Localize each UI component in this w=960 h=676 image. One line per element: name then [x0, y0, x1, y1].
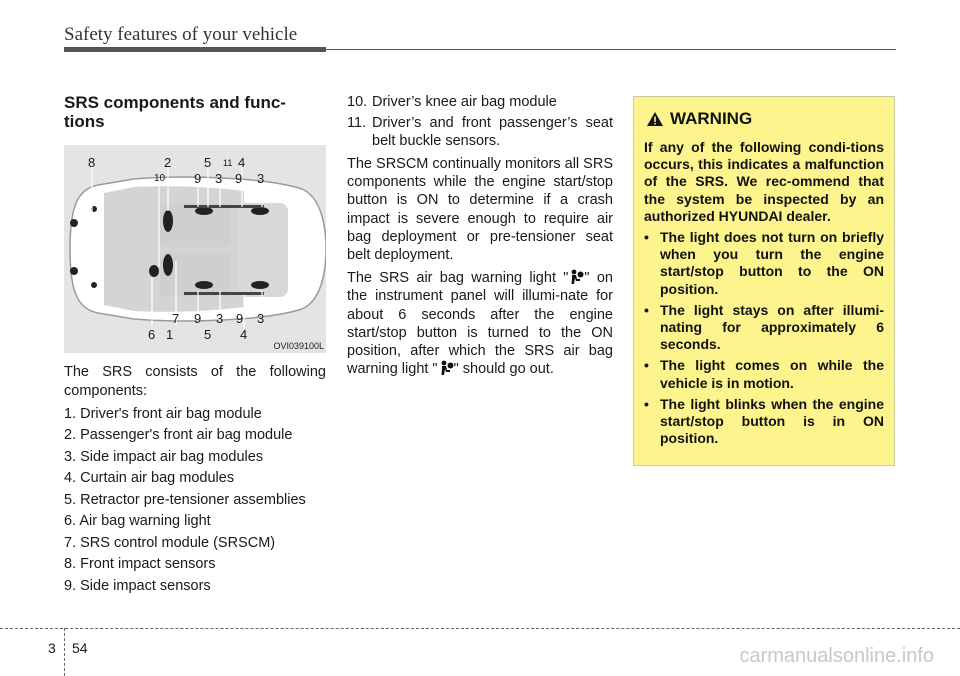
figure-label: 2: [164, 155, 172, 170]
component-item: 8. Front impact sensors: [64, 556, 216, 572]
warning-text: If any of the following condi-tions occurs, this indicates a malfunction of the SRS. We rec-ommend that the system be inspected by an authorized HYUNDAI dealer.: [644, 139, 884, 224]
figure-label: 9: [235, 171, 243, 186]
srscm-paragraph: The SRSCM continually monitors all SRS components while the engine start/stop button is ON to determine if a crash impact is severe enough to require air bag deployment or pre-tensioner seat belt deployment.: [347, 156, 613, 264]
figure-label: 7: [172, 311, 180, 326]
warning-bullet: [644, 229, 884, 298]
bullet-dot: •: [644, 229, 649, 246]
warning-triangle-icon: [646, 111, 664, 127]
intro-text: The SRS consists of the following components:: [64, 364, 326, 399]
figure-label: 3: [257, 171, 265, 186]
figure-label: 8: [88, 155, 96, 170]
airbag-person-icon: [568, 269, 584, 285]
warning-header: [646, 109, 884, 129]
header-rule: [326, 49, 896, 50]
header-title: Safety features of your vehicle: [64, 24, 298, 45]
figure-label: 9: [194, 171, 202, 186]
figure-label: 3: [257, 311, 265, 326]
figure-label: 6: [148, 327, 156, 342]
srs-diagram: [64, 145, 326, 353]
figure-label: 3: [216, 311, 224, 326]
warning-box: [633, 96, 895, 466]
item-text: Driver’s and front passenger’s seat belt buckle sensors.: [372, 115, 613, 149]
component-item: 1. Driver's front air bag module: [64, 405, 262, 422]
figure-label: 4: [238, 155, 246, 170]
component-item: 3. Side impact air bag modules: [64, 448, 264, 465]
paragraph-text: " should go out.: [453, 361, 554, 378]
warning-bullet: [644, 396, 884, 448]
figure-label: 10: [154, 173, 166, 184]
figure-label: 1: [166, 327, 174, 342]
warning-light-paragraph: [347, 269, 613, 378]
section-number: 3: [48, 640, 56, 656]
paragraph-text: " on the instrument panel will illumi-nate for about 6 seconds after the engine start/stop button is turned to the ON position, after which the SRS air bag warning light ": [347, 270, 613, 378]
figure-label: 5: [204, 327, 212, 342]
page-number: 54: [72, 640, 88, 656]
section-title: SRS components and func-tions: [64, 93, 286, 131]
bullet-text: The light comes on while the vehicle is in motion.: [660, 357, 884, 391]
bullet-text: The light does not turn on briefly when you turn the engine start/stop button to the ON position.: [660, 229, 884, 297]
footer-divider: [64, 628, 65, 676]
left-column: [64, 93, 326, 595]
component-item: 4. Curtain air bag modules: [64, 470, 235, 486]
middle-column: [347, 93, 613, 378]
figure-label: 5: [204, 155, 212, 170]
bullet-dot: •: [644, 357, 649, 374]
component-item: [347, 93, 613, 111]
footer-rule: [0, 628, 960, 629]
component-item: 7. SRS control module (SRSCM): [64, 534, 276, 551]
watermark: carmanualsonline.info: [739, 645, 934, 667]
bullet-text: The light stays on after illumi-nating for approximately 6 seconds.: [660, 301, 884, 353]
component-item: 2. Passenger's front air bag module: [64, 427, 293, 443]
paragraph-text: The SRS air bag warning light ": [347, 270, 569, 287]
component-item: [347, 114, 613, 150]
component-item: 9. Side impact sensors: [64, 577, 211, 594]
bullet-dot: •: [644, 301, 649, 318]
figure-label: 9: [236, 311, 244, 326]
figure-label: 9: [194, 311, 202, 326]
item-number: 10.: [347, 94, 368, 110]
bullet-dot: •: [644, 395, 649, 412]
component-item: 5. Retractor pre-tensioner assemblies: [64, 491, 306, 508]
warning-title: WARNING: [670, 109, 753, 128]
warning-bullet: [644, 302, 884, 354]
item-text: Driver’s knee air bag module: [372, 94, 557, 110]
figure-code: OVI039100L: [273, 341, 324, 351]
figure-label: 4: [240, 327, 248, 342]
header-bar: [64, 47, 326, 52]
item-number: 11.: [347, 115, 367, 131]
figure-label: 3: [215, 171, 223, 186]
component-item: 6. Air bag warning light: [64, 513, 211, 529]
airbag-person-icon: [438, 360, 454, 376]
figure-label: 11: [223, 158, 233, 168]
bullet-text: The light blinks when the engine start/stop button is in ON position.: [660, 395, 884, 447]
warning-bullet: [644, 357, 884, 391]
